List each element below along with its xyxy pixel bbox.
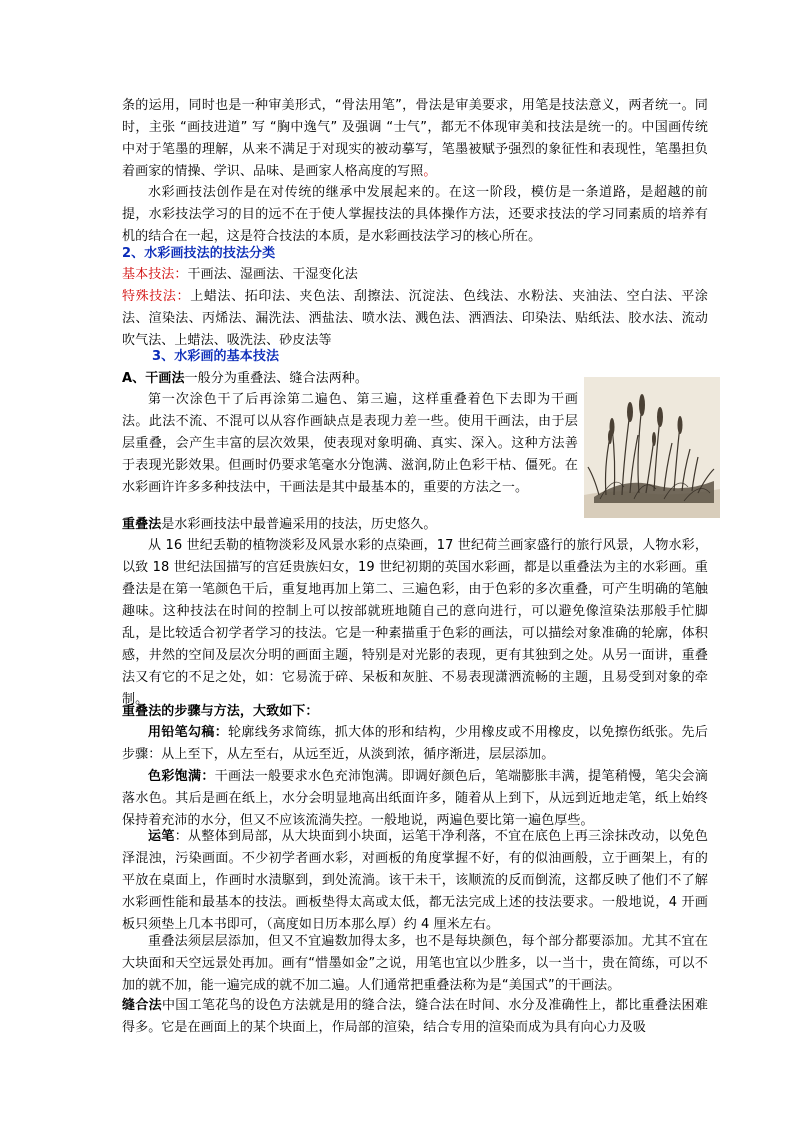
grass-watercolor-image xyxy=(584,377,720,518)
text-run-red: 。 xyxy=(423,164,437,179)
seam-method-label: 缝合法 xyxy=(122,998,162,1013)
grass-painting-illustration xyxy=(584,377,720,518)
dry-method-label: A、干画法 xyxy=(122,371,185,386)
seam-method-text: 中国工笔花鸟的设色方法就是用的缝合法，缝合法在时间、水分及准确性上，都比重叠法困难得多。它是在画面上的某个块面上，作局部的渲染，结合专用的渲染而成为具有向心力及吸 xyxy=(122,998,708,1035)
special-techniques-text: 上蜡法、拓印法、夹色法、刮擦法、沉淀法、色线法、水粉法、夹油法、空白法、平涂法、渲染法、丙烯法、漏洗法、洒盐法、喷水法、溅色法、洒酒法、印染法、贴纸法、胶水法、流动吹气法、上蜡法、吸洗法、砂皮法等 xyxy=(122,289,708,348)
paragraph-innovation: 水彩画技法创作是在对传统的继承中发展起来的。在这一阶段，模仿是一条道路，是超越的前提，水彩技法学习的目的远不在于使人掌握技法的具体操作方法，还要求技法的学习同素质的培养有机的结合在一起，这是符合技法的本质，是水彩画技法学习的核心所在。 xyxy=(122,185,708,244)
paragraph-brushwork xyxy=(122,95,708,183)
text-run: “骨法用笔” xyxy=(334,98,402,113)
basic-techniques xyxy=(122,264,708,286)
text-run: 条的运用，同时也是一种审美形式， xyxy=(122,98,335,113)
basic-techniques-label: 基本技法： xyxy=(122,267,188,282)
special-techniques xyxy=(122,286,708,352)
overlap-method-text: 是水彩画技法中最普遍采用的技法，历史悠久。 xyxy=(161,517,437,532)
overlap-method-label: 重叠法 xyxy=(122,517,162,532)
step-pencil-text: 轮廓线务求简练，抓大体的形和结构，少用橡皮或不用橡皮，以免擦伤纸张。先后步骤：从上至下，从左至右，从远至近，从淡到浓，循序渐进，层层添加。 xyxy=(122,725,708,762)
step-brush-label: 运笔 xyxy=(148,829,175,844)
basic-techniques-text: 干画法、湿画法、干湿变化法 xyxy=(187,267,358,282)
text-run: ，骨法是审美要求，用笔是技法意义，两者统一。同时，主张 “画技进道” 写 “胸中逸气” 及强调 “士气”，都无不体现审美和技法是统一的。中国画传统中对于笔墨的理解，从来不满足于对现实的被动摹写，笔墨被赋予强烈的象征性和表现性，笔墨担负着画家的情操、学识、品味、是画家人格高度的写照 xyxy=(122,98,708,179)
steps-heading: 重叠法的步骤与方法，大致如下： xyxy=(122,704,319,719)
dry-method-text: 一般分为重叠法、缝合法两种。 xyxy=(184,371,368,386)
step-color-text: 干画法一般要求水色充沛饱满。即调好颜色后，笔端膨胀丰满，提笔稍慢，笔尖会滴落水色。其后是画在纸上，水分会明显地高出纸面许多，随着从上到下，从远到近地走笔，纸上始终保持着充沛的水分，但又不应该流淌失控。一般地说，两遍色要比第一遍色厚些。 xyxy=(122,769,708,828)
step-pencil-sketch xyxy=(122,722,708,766)
paragraph-layering: 重叠法须层层添加，但又不宜遍数加得太多，也不是每块颜色，每个部分都要添加。尤其不宜在大块面和天空远景处再加。画有“惜墨如金”之说，用笔也宜以少胜多，以一当十，贵在简练，可以不加的就不加，能一遍完成的就不加二遍。人们通常把重叠法称为是“美国式”的干画法。 xyxy=(122,934,708,993)
step-pencil-label: 用铅笔勾稿： xyxy=(148,725,229,740)
paragraph-overlap-history: 从 16 世纪丢勒的植物淡彩及风景水彩的点染画，17 世纪荷兰画家盛行的旅行风景，人物水彩，以致 18 世纪法国描写的宫廷贵族妇女，19 世纪初期的英国水彩画，都是以重叠法为主的水彩画。重叠法是在第一笔颜色干后，重复地再加上第二、三遍色彩，由于色彩的多次重叠，可产生明确的笔触趣味。这种技法在时间的控制上可以按部就班地随自己的意向进行，可以避免像渲染法那般手忙脚乱，是比较适合初学者学习的技法。它是一种素描重于色彩的画法，可以描绘对象准确的轮廓，体积感，井然的空间及层次分明的画面主题，特别是对光影的表现，更有其独到之处。从另一面讲，重叠法又有它的不足之处，如：它易流于碎、呆板和灰脏、不易表现潇洒流畅的主题，且易受到对象的牵制。 xyxy=(122,538,708,707)
step-color-label: 色彩饱满： xyxy=(148,769,215,784)
step-brush-text: ：从整体到局部，从大块面到小块面，运笔干净利落，不宜在底色上再三涂抹改动，以免色泽混浊，污染画面。不少初学者画水彩，对画板的角度掌握不好，有的似油画般，立于画架上，有的平放在桌面上，作画时水渍駆到，到处流淌。该干未干，该顺流的反而倒流，这都反映了他们不了解水彩画性能和最基本的技法。画板垫得太高或太低，都无法完成上述的技法要求。一般地说，4 开画板只须垫上几本书即可，（高度如日历本那么厚）约 4 厘米左右。 xyxy=(122,829,708,932)
step-full-color xyxy=(122,766,708,832)
paragraph-dry-method: 第一次涂色干了后再涂第二遍色、第三遍，这样重叠着色下去即为干画法。此法不流、不混可以从容作画缺点是表现力差一些。使用干画法，由于层层重叠，会产生丰富的层次效果，使表现对象明确、真实、深入。这种方法善 于表现光影效果。但画时仍要求笔毫水分饱满、滋润,防止色彩干枯、僵死。在水彩画许许多多种技法中，干画法是其中最基本的，重要的方法之一。 xyxy=(122,392,578,495)
seam-method xyxy=(122,995,708,1039)
overlap-method-intro xyxy=(122,514,708,536)
special-techniques-label: 特殊技法： xyxy=(122,289,191,304)
step-brushwork xyxy=(122,826,708,936)
section-heading-3: 3、水彩画的基本技法 xyxy=(152,349,280,364)
section-heading-2: 2、水彩画技法的技法分类 xyxy=(122,246,276,261)
